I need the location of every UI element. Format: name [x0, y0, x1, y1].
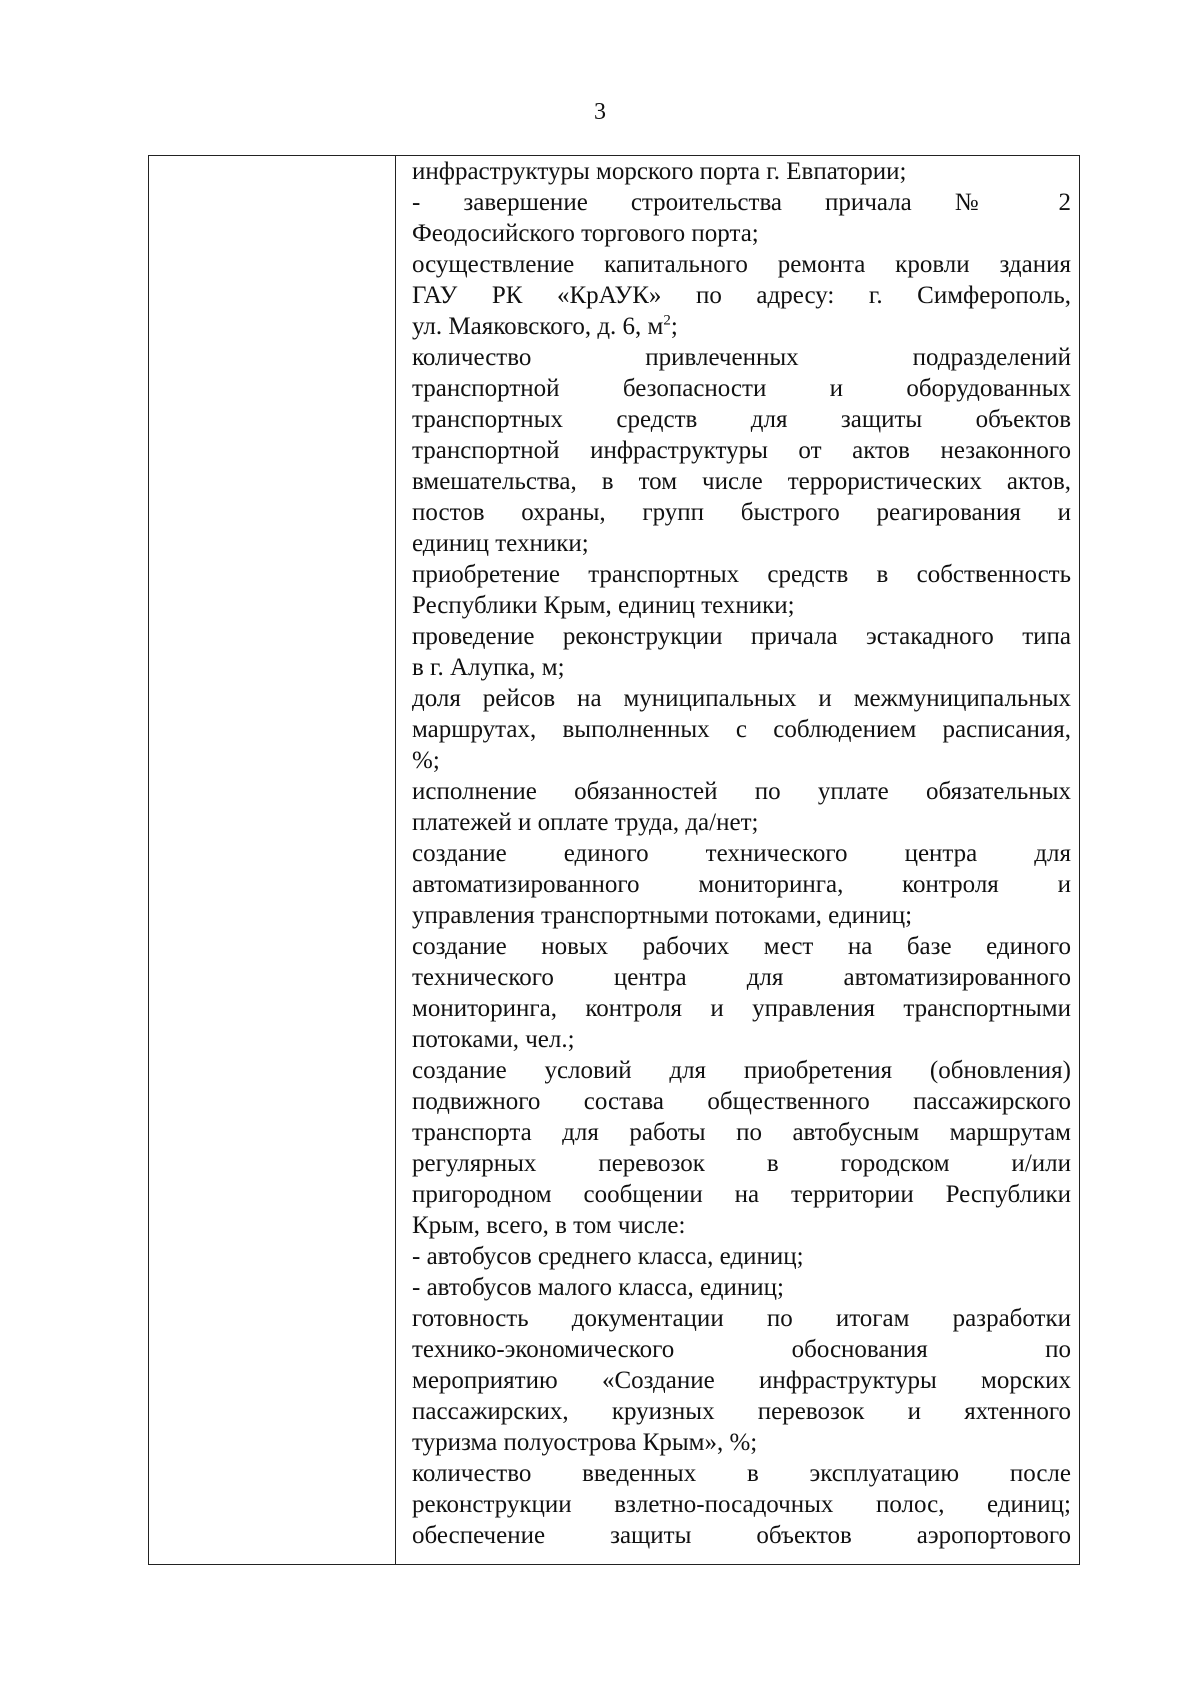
text-line-content: Крым, всего, в том числе:	[412, 1212, 686, 1239]
column-divider	[395, 156, 396, 1564]
text-line	[412, 249, 1071, 280]
text-line-content: единиц техники;	[412, 530, 589, 557]
text-line-content: транспортных средств для защиты объектов	[412, 406, 1071, 433]
text-line	[412, 404, 1071, 435]
table-cell-right	[412, 156, 1071, 1551]
text-line-content: доля рейсов на муниципальных и межмуниципальных	[412, 685, 1071, 712]
text-line	[412, 1427, 1071, 1458]
text-line-content: пассажирских, круизных перевозок и яхтенного	[412, 1398, 1071, 1425]
text-line	[412, 1024, 1071, 1055]
text-line-content: создание новых рабочих мест на базе единого	[412, 933, 1071, 960]
text-line-content: пригородном сообщении на территории Республики	[412, 1181, 1071, 1208]
text-line	[412, 1210, 1071, 1241]
superscript: 2	[663, 312, 671, 329]
text-line	[412, 931, 1071, 962]
text-line	[412, 714, 1071, 745]
text-line-content: %;	[412, 747, 440, 774]
text-line-content: исполнение обязанностей по уплате обязательных	[412, 778, 1071, 805]
text-line-content: туризма полуострова Крым», %;	[412, 1429, 758, 1456]
text-line	[412, 1334, 1071, 1365]
text-line	[412, 838, 1071, 869]
text-line-content: технико-экономического обоснования по	[412, 1336, 1071, 1363]
text-line	[412, 1520, 1071, 1551]
text-line-content: маршрутах, выполненных с соблюдением расписания,	[412, 716, 1071, 743]
text-line-content: вмешательства, в том числе террористических актов,	[412, 468, 1071, 495]
text-line	[412, 311, 1071, 342]
text-line	[412, 1396, 1071, 1427]
text-line	[412, 1086, 1071, 1117]
text-line-content: Феодосийского торгового порта;	[412, 220, 759, 247]
text-line	[412, 373, 1071, 404]
text-line	[412, 497, 1071, 528]
text-line-content: платежей и оплате труда, да/нет;	[412, 809, 759, 836]
text-line-content: регулярных перевозок в городском и/или	[412, 1150, 1071, 1177]
text-line	[412, 1241, 1071, 1272]
text-line-content: - автобусов среднего класса, единиц;	[412, 1243, 804, 1270]
text-line	[412, 1272, 1071, 1303]
document-table	[148, 155, 1080, 1565]
text-line	[412, 559, 1071, 590]
text-line	[412, 435, 1071, 466]
text-line-content: ГАУ РК «КрАУК» по адресу: г. Симферополь,	[412, 282, 1071, 309]
text-line-content: транспортной инфраструктуры от актов незаконного	[412, 437, 1071, 464]
text-line-content: реконструкции взлетно-посадочных полос, единиц;	[412, 1491, 1071, 1518]
text-line	[412, 528, 1071, 559]
text-line	[412, 869, 1071, 900]
text-line	[412, 807, 1071, 838]
text-line-content: транспортной безопасности и оборудованных	[412, 375, 1071, 402]
text-line-content: количество привлеченных подразделений	[412, 344, 1071, 371]
text-line-content: мониторинга, контроля и управления транспортными	[412, 995, 1071, 1022]
text-line	[412, 1303, 1071, 1334]
text-line-content: количество введенных в эксплуатацию после	[412, 1460, 1071, 1487]
text-line	[412, 1179, 1071, 1210]
text-line-content: в г. Алупка, м;	[412, 654, 565, 681]
text-line	[412, 621, 1071, 652]
text-line-content: ул. Маяковского, д. 6, м	[412, 313, 664, 340]
text-line-content: постов охраны, групп быстрого реагирования и	[412, 499, 1071, 526]
text-line	[412, 652, 1071, 683]
text-line-suffix: ;	[670, 313, 678, 340]
text-line	[412, 683, 1071, 714]
text-line	[412, 962, 1071, 993]
text-line	[412, 1489, 1071, 1520]
text-line-content: технического центра для автоматизированного	[412, 964, 1071, 991]
text-line-content: Республики Крым, единиц техники;	[412, 592, 795, 619]
text-line-content: создание единого технического центра для	[412, 840, 1071, 867]
text-line	[412, 590, 1071, 621]
text-line-content: приобретение транспортных средств в собственность	[412, 561, 1071, 588]
text-line	[412, 1055, 1071, 1086]
page-number: 3	[594, 99, 606, 125]
text-line-content: создание условий для приобретения (обновления)	[412, 1057, 1071, 1084]
text-line	[412, 218, 1071, 249]
text-line	[412, 156, 1071, 187]
text-line-content: потоками, чел.;	[412, 1026, 575, 1053]
text-line	[412, 745, 1071, 776]
text-line	[412, 993, 1071, 1024]
text-line	[412, 1117, 1071, 1148]
text-line-content: готовность документации по итогам разработки	[412, 1305, 1071, 1332]
text-line	[412, 280, 1071, 311]
text-line-content: мероприятию «Создание инфраструктуры морских	[412, 1367, 1071, 1394]
text-line	[412, 900, 1071, 931]
text-line-content: обеспечение защиты объектов аэропортового	[412, 1522, 1071, 1549]
text-line	[412, 187, 1071, 218]
text-line-content: автоматизированного мониторинга, контроля и	[412, 871, 1071, 898]
text-line	[412, 466, 1071, 497]
text-line-content: проведение реконструкции причала эстакадного типа	[412, 623, 1071, 650]
text-line-content: транспорта для работы по автобусным маршрутам	[412, 1119, 1071, 1146]
text-line-content: управления транспортными потоками, единиц;	[412, 902, 913, 929]
text-line	[412, 342, 1071, 373]
text-line	[412, 1148, 1071, 1179]
text-line-content: - автобусов малого класса, единиц;	[412, 1274, 784, 1301]
text-line	[412, 1365, 1071, 1396]
text-line-content: - завершение строительства причала № 2	[412, 189, 1071, 216]
text-line	[412, 776, 1071, 807]
text-line-content: осуществление капитального ремонта кровли здания	[412, 251, 1071, 278]
text-line-content: подвижного состава общественного пассажирского	[412, 1088, 1071, 1115]
text-line	[412, 1458, 1071, 1489]
text-line-content: инфраструктуры морского порта г. Евпатории;	[412, 158, 907, 185]
